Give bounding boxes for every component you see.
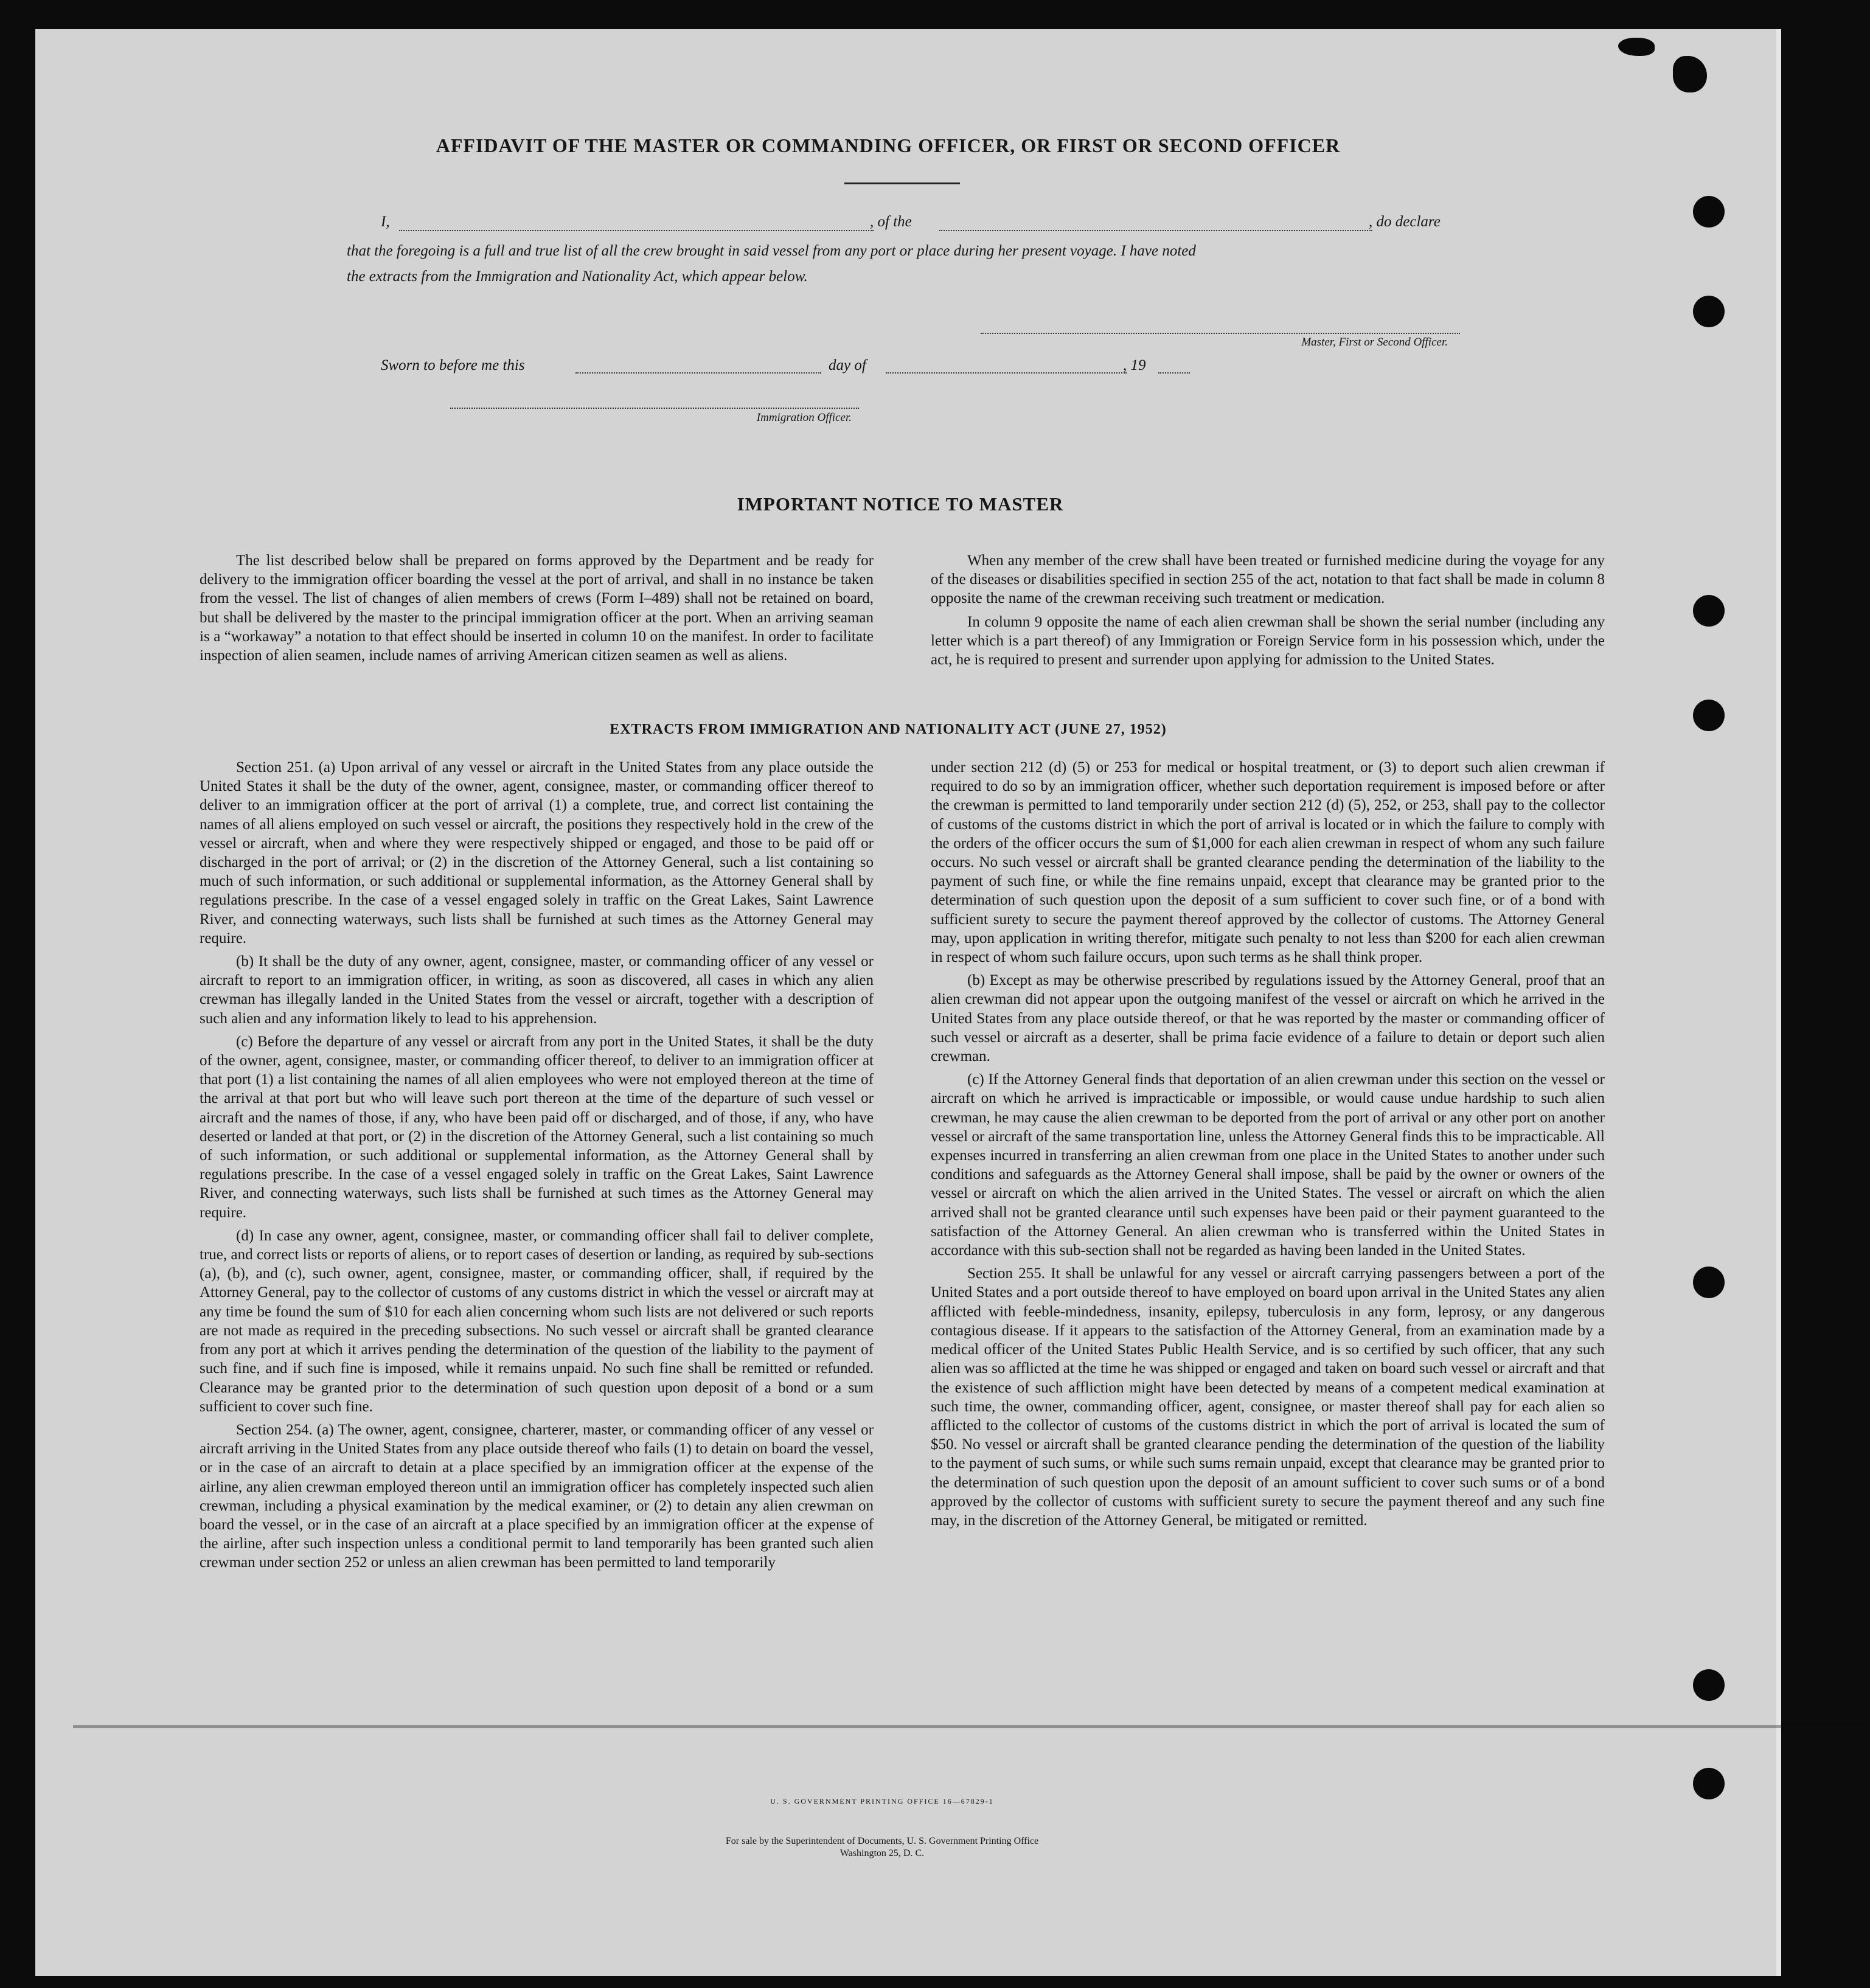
scan-crease-line — [73, 1725, 1870, 1728]
punch-hole — [1693, 1669, 1725, 1701]
section-251b: (b) It shall be the duty of any owner, agent, consignee, master, or commanding officer of any vessel or aircraft to report to an immigration officer, in writing, as soon as discovered, all cases in which any alien crewman has illegally landed in the United States from the vessel or aircraft, together with a description of such alien and any information likely to lead to his apprehension. — [200, 953, 874, 1027]
declaration-line-1: that the foregoing is a full and true list of all the crew brought in said vessel from any port or place during her present voyage. I have noted — [347, 243, 1196, 259]
punch-hole — [1693, 700, 1725, 731]
affidavit-of-the: , of the — [870, 214, 912, 230]
master-caption: Master, First or Second Officer. — [1301, 336, 1448, 349]
punch-hole — [1693, 1768, 1725, 1799]
notice-left-paragraph: The list described below shall be prepared on forms approved by the Department and be ready for delivery to the immigration officer boarding the vessel at the port of arrival, and shall in no instance be taken from the vessel. The list of changes of alien members of crews (Form I–489) shall not be retained on board, but shall be delivered by the master to the principal immigration officer at the port. When an arriving seaman is a “workaway” a notation to that effect should be inserted in column 10 on the manifest. In order to facilitate inspection of alien seamen, include names of arriving American citizen seamen as well as aliens. — [200, 552, 874, 664]
year-blank — [1158, 372, 1190, 374]
section-251a: Section 251. (a) Upon arrival of any vessel or aircraft in the United States from any place outside the United States it shall be the duty of the owner, agent, consignee, master, or commanding officer thereof to deliver to an immigration officer at the port of arrival (1) a complete, true, and correct list containing the names of all aliens employed on such vessel or aircraft, the positions they respectively hold in the crew of the vessel or aircraft, when and where they were respectively shipped or engaged, and those to be paid off or discharged in the port of arrival; or (2) in the discretion of the Attorney General, such a list containing so much of such information, or such additional or supplemental information, as the Attorney General shall by regulations prescribe. In the case of a vessel engaged solely in traffic on the Great Lakes, Saint Lawrence River, and connecting waterways, such lists shall be furnished at such times as the Attorney General may require. — [200, 759, 874, 947]
year-label: , 19 — [1123, 357, 1146, 374]
extracts-left-column — [200, 758, 874, 1577]
punch-hole — [1693, 1267, 1725, 1298]
officer-caption: Immigration Officer. — [756, 411, 852, 424]
notice-right-column — [931, 551, 1605, 673]
printer-imprint: U. S. GOVERNMENT PRINTING OFFICE 16—67829-1 — [770, 1797, 994, 1806]
punch-hole — [1693, 296, 1725, 327]
section-255: Section 255. It shall be unlawful for any vessel or aircraft carrying passengers between a port of the United States and a port outside thereof to have employed on board upon arrival in the United States any alien afflicted with feeble-mindedness, insanity, epilepsy, tuberculosis in any form, leprosy, or any dangerous contagious disease. If it appears to the satisfaction of the Attorney General, from an examination made by a medical officer of the United States Public Health Service, and is so certified by such officer, that any such alien was so afflicted at the time he was shipped or engaged and taken on board such vessel or aircraft and that the existence of such affliction might have been detected by means of a competent medical examination at such time, the owner, commanding officer, agent, consignee, or master thereof shall pay for each alien so afflicted to the collector of customs of the customs district in which the port of arrival is located the sum of $50. No vessel or aircraft shall be granted clearance pending the determination of the question of the liability to the payment of such sums, or while such sums remain unpaid, except that clearance may be granted prior to the determination of such question upon the deposit of an amount sufficient to cover such sums or of a bond approved by the collector of customs with sufficient surety to secure the payment thereof and any such fine may, in the discretion of the Attorney General, be mitigated or remitted. — [931, 1265, 1605, 1529]
affidavit-do-declare: , do declare — [1369, 214, 1441, 230]
section-254a-cont: under section 212 (d) (5) or 253 for medical or hospital treatment, or (3) to deport such alien crewman if required to do so by an immigration officer, whether such deportation requirement is imposed before or after the crewman is permitted to land temporarily under section 212 (d) (5), 252, or 253, shall pay to the collector of customs of the customs district in which the port of arrival is located or in which the failure to comply with the orders of the officer occurs the sum of $1,000 for each alien crewman in respect of whom any such failure occurs. No such vessel or aircraft shall be granted clearance pending the determination of the liability to the payment of such fine, or while the fine remains unpaid, except that clearance may be granted prior to the determination of such question upon the deposit of a sum sufficient to cover such fine, or of a bond with sufficient surety to secure the payment thereof approved by the collector of customs. The Attorney General may, upon application in writing therefor, mitigate such penalty to not less than $200 for each alien crewman in respect of whom such failure occurs, upon such terms as he shall think proper. — [931, 759, 1605, 966]
extracts-right-column — [931, 758, 1605, 1534]
name-blank-line — [399, 230, 874, 231]
section-254c: (c) If the Attorney General finds that deportation of an alien crewman under this section on the vessel or aircraft on which he arrived is impracticable or impossible, or would cause undue hardship to such alien crewman, he may cause the alien crewman to be deported from the port of arrival or any other port on another vessel or aircraft of the same transportation line, unless the Attorney General finds this to be impracticable. All expenses incurred in transferring an alien crewman from one place in the United States to another under such conditions and safeguards as the Attorney General shall impose, shall be paid by the owner or owners of the vessel or aircraft on which the alien arrived in the United States. The vessel or aircraft on which the alien arrived shall not be granted clearance until such expenses have been paid or their payment guaranteed to the satisfaction of the Attorney General. An alien crewman who is transferred within the United States in accordance with this sub-section shall not be regarded as having been landed in the United States. — [931, 1071, 1605, 1259]
sale-notice-line-2: Washington 25, D. C. — [839, 1848, 925, 1858]
sworn-month-blank — [886, 372, 1127, 374]
declaration-line-2: the extracts from the Immigration and Nationality Act, which appear below. — [347, 268, 808, 285]
section-254b: (b) Except as may be otherwise prescribed by regulations issued by the Attorney General, proof that an alien crewman did not appear upon the outgoing manifest of the vessel or aircraft on which he arrived in the United States from any place outside thereof, or that he was reported by the master or commanding officer of such vessel or aircraft as a deserter, shall be prima facie evidence of a failure to detain or deport such alien crewman. — [931, 972, 1605, 1065]
sale-notice-line-1: For sale by the Superintendent of Documents, U. S. Government Printing Office — [725, 1836, 1039, 1846]
section-251d: (d) In case any owner, agent, consignee, master, or commanding officer shall fail to deliver complete, true, and correct lists or reports of aliens, or to report cases of desertion or landing, as required by sub-sections (a), (b), and (c), such owner, agent, consignee, master, or commanding officer, shall, if required by the Attorney General, pay to the collector of customs of any customs district in which the vessel or aircraft may at any time be found the sum of $10 for each alien concerning whom such lists are not delivered or such reports are not made as required in the preceding subsections. No such vessel or aircraft shall be granted clearance from any port at which it arrives pending the determination of the question of the liability to the payment of such fine, and if such fine is imposed, while it remains unpaid. No such fine shall be remitted or refunded. Clearance may be granted prior to the determination of such question upon deposit of a bond or a sum sufficient to cover such fine. — [200, 1227, 874, 1415]
extracts-title: EXTRACTS FROM IMMIGRATION AND NATIONALITY ACT (JUNE 27, 1952) — [610, 721, 1167, 737]
affidavit-title: AFFIDAVIT OF THE MASTER OR COMMANDING OFFICER, OR FIRST OR SECOND OFFICER — [436, 134, 1341, 156]
affidavit-i-label: I, — [381, 214, 390, 230]
section-251c: (c) Before the departure of any vessel or aircraft from any port in the United States, it shall be the duty of the owner, agent, consignee, master, or commanding officer thereof, to deliver to an immigration officer at that port (1) a list containing the names of all alien employees who were not employed thereon at the time of the arrival at that port but who will leave such port thereon at the time of the departure of such vessel or aircraft and the names of those, if any, who have been paid off or discharged, and of those, if any, who have deserted or landed at that port, or (2) in the discretion of the Attorney General, such a list containing so much of such information, or such additional or supplemental information, as the Attorney General shall by regulations prescribe. In the case of a vessel engaged solely in traffic on the Great Lakes, Saint Lawrence River, and connecting waterways, such lists shall be furnished at such times as the Attorney General may require. — [200, 1033, 874, 1221]
notice-title: IMPORTANT NOTICE TO MASTER — [737, 493, 1064, 515]
master-signature-line — [981, 333, 1460, 334]
notice-left-column — [200, 551, 874, 669]
sworn-day-blank — [575, 372, 821, 374]
day-of-label: day of — [829, 357, 866, 374]
punch-hole — [1693, 196, 1725, 228]
officer-signature-line — [450, 408, 859, 409]
title-underline — [844, 182, 960, 184]
punch-hole — [1693, 595, 1725, 627]
sworn-label: Sworn to before me this — [381, 357, 525, 374]
section-254a: Section 254. (a) The owner, agent, consignee, charterer, master, or commanding officer of any vessel or aircraft arriving in the United States from any place outside thereof who fails (1) to detain on board the vessel, or in the case of an aircraft to detain at a place specified by an immigration officer at the expense of the airline, any alien crewman employed thereon until an immigration officer has completely inspected such alien crewman, including a physical examination by the medical examiner, or (2) to detain any alien crewman on board the vessel, or in the case of an aircraft at a place specified by an immigration officer at the expense of the airline, after such inspection unless a conditional permit to land temporarily has been granted such alien crewman under section 252 or unless an alien crewman has been permitted to land temporarily — [200, 1421, 874, 1571]
notice-right-paragraph: In column 9 opposite the name of each alien crewman shall be shown the serial number (including any letter which is a part thereof) of any Immigration or Foreign Service form in his possession which, under the act, he is required to present and surrender upon applying for admission to the United States. — [931, 613, 1605, 669]
notice-right-paragraph: When any member of the crew shall have been treated or furnished medicine during the voyage for any of the diseases or disabilities specified in section 255 of the act, notation to that fact shall be made in column 8 opposite the name of the crewman receiving such treatment or medication. — [931, 552, 1605, 607]
vessel-blank-line — [939, 230, 1372, 231]
